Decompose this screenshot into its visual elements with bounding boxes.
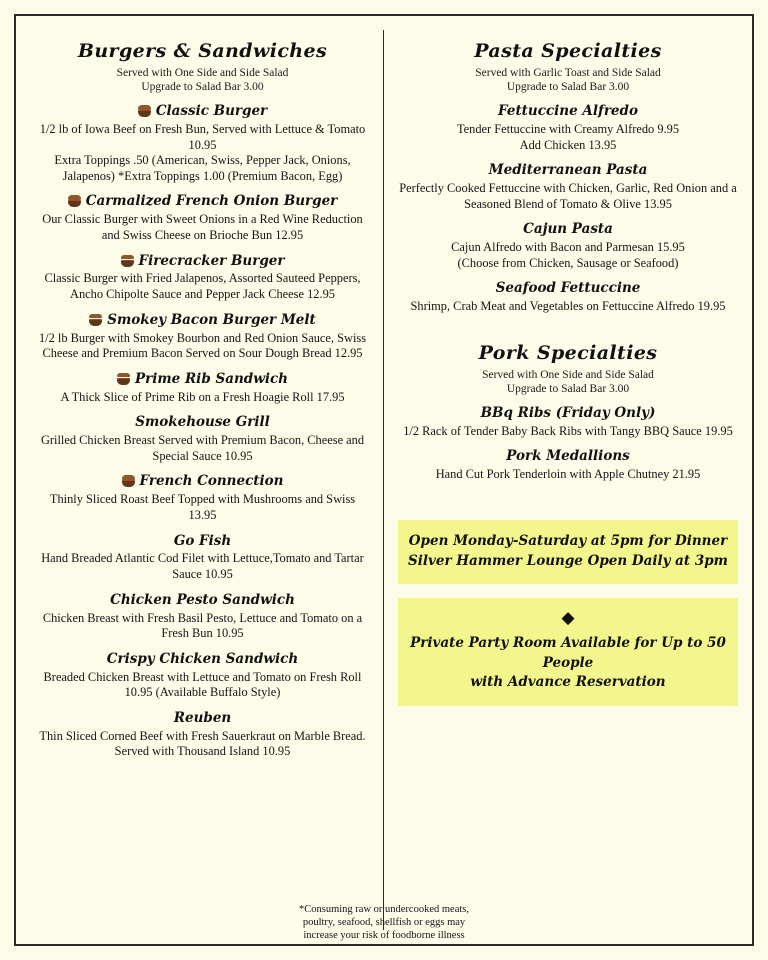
menu-item-description: Perfectly Cooked Fettuccine with Chicken, Garlic, Red Onion and a Seasoned Blend of Tomato & Olive 13.95 <box>399 181 737 211</box>
menu-item-label: Firecracker Burger <box>138 252 285 269</box>
menu-item-description: Classic Burger with Fried Jalapenos, Assorted Sauteed Peppers, Ancho Chipolte Sauce and Pepper Jack Cheese 12.95 <box>44 271 361 302</box>
disclaimer-line-2: poultry, seafood, shellfish or eggs may <box>302 916 466 928</box>
hours-line-2: Silver Hammer Lounge Open Daily at 3pm <box>408 552 728 569</box>
menu-item-description: 1/2 lb of Iowa Beef on Fresh Bun, Served with Lettuce & Tomato 10.95 <box>39 121 366 152</box>
menu-item-name: Pork Medallions <box>506 448 630 465</box>
menu-item-name <box>36 312 369 329</box>
section-subtitle-pasta <box>398 66 738 94</box>
menu-item-label: Crispy Chicken Sandwich <box>106 650 299 667</box>
menu-item-description: Grilled Chicken Breast Served with Premium Bacon, Cheese and Special Sauce 10.95 <box>40 433 365 463</box>
menu-item-name <box>36 651 369 668</box>
menu-item <box>398 221 738 271</box>
menu-item-description: Chicken Breast with Fresh Basil Pesto, Lettuce and Tomato on a Fresh Bun 10.95 <box>42 610 363 641</box>
menu-item <box>36 103 369 184</box>
menu-item-description: 1/2 Rack of Tender Baby Back Ribs with Tangy BBQ Sauce 19.95 <box>403 423 733 438</box>
menu-item <box>398 162 738 212</box>
menu-item <box>36 371 369 406</box>
menu-item-name <box>36 414 369 431</box>
burger-icon <box>117 373 130 384</box>
section-spacer <box>398 510 738 520</box>
menu-item-name <box>36 473 369 490</box>
menu-item <box>398 280 738 315</box>
menu-item <box>36 533 369 583</box>
burger-icon <box>89 314 102 325</box>
menu-item <box>36 193 369 243</box>
burgers-sandwiches-column <box>22 30 384 930</box>
section-spacer <box>398 324 738 342</box>
menu-item-description: Shrimp, Crab Meat and Vegetables on Fettuccine Alfredo 19.95 <box>410 299 726 314</box>
menu-item-label: Classic Burger <box>155 103 268 120</box>
section-title-burgers: Burgers & Sandwiches <box>77 40 328 62</box>
menu-item-description: A Thick Slice of Prime Rib on a Fresh Hoagie Roll 17.95 <box>60 389 345 404</box>
section-subtitle-pork <box>398 368 738 396</box>
menu-item-name: BBq Ribs (Friday Only) <box>480 404 656 421</box>
burger-icon <box>122 475 135 486</box>
menu-item-label: Go Fish <box>173 532 232 549</box>
hours-callout <box>398 520 738 584</box>
menu-item-description: Hand Cut Pork Tenderloin with Apple Chutney 21.95 <box>435 467 701 482</box>
party-line-2: with Advance Reservation <box>470 674 666 691</box>
menu-item-label: Chicken Pesto Sandwich <box>110 591 295 608</box>
menu-item-label: Carmalized French Onion Burger <box>85 193 338 210</box>
menu-item-name: Mediterranean Pasta <box>488 162 648 179</box>
menu-item <box>398 103 738 153</box>
diamond-icon: ◆ <box>561 608 575 629</box>
menu-item-label: Prime Rib Sandwich <box>135 370 288 387</box>
menu-item <box>398 448 738 483</box>
disclaimer-note <box>0 903 768 942</box>
menu-item-name: Cajun Pasta <box>523 221 613 238</box>
hours-line-1: Open Monday-Saturday at 5pm for Dinner <box>408 532 728 549</box>
pasta-pork-column <box>384 30 746 930</box>
menu-item-name <box>36 710 369 727</box>
pasta-sub-line-2: Upgrade to Salad Bar 3.00 <box>506 81 630 94</box>
menu-item-name <box>36 371 369 388</box>
menu-item <box>36 312 369 362</box>
menu-item-description: Breaded Chicken Breast with Lettuce and Tomato on Fresh Roll 10.95 (Available Buffalo Style) <box>43 669 362 700</box>
menu-item-label: Smokehouse Grill <box>135 414 270 431</box>
menu-item-description: Thinly Sliced Roast Beef Topped with Mushrooms and Swiss 13.95 <box>49 492 356 522</box>
menu-item-description: Thin Sliced Corned Beef with Fresh Sauerkraut on Marble Bread. Served with Thousand Island 10.95 <box>39 728 366 759</box>
menu-item-name: Seafood Fettuccine <box>495 280 641 297</box>
menu-item <box>36 253 369 303</box>
menu-item-name <box>36 592 369 609</box>
burgers-sub-line-2: Upgrade to Salad Bar 3.00 <box>141 81 264 94</box>
menu-item-name <box>36 193 369 210</box>
menu-item-label: French Connection <box>139 473 284 490</box>
pork-sub-line-2: Upgrade to Salad Bar 3.00 <box>506 382 630 395</box>
party-room-callout <box>398 598 738 706</box>
menu-item-description: Hand Breaded Atlantic Cod Filet with Lettuce,Tomato and Tartar Sauce 10.95 <box>41 551 364 582</box>
burger-icon <box>138 105 151 116</box>
menu-item-description-extra: (Choose from Chicken, Sausage or Seafood) <box>457 255 679 270</box>
menu-item <box>36 473 369 523</box>
section-title-pork: Pork Specialties <box>478 341 658 364</box>
menu-item-description: Our Classic Burger with Sweet Onions in a Red Wine Reduction and Swiss Cheese on Brioche Bun 12.95 <box>42 212 363 242</box>
menu-columns <box>22 30 746 930</box>
menu-item-name: Fettuccine Alfredo <box>498 103 638 120</box>
pasta-sub-line-1: Served with Garlic Toast and Side Salad <box>475 67 661 79</box>
menu-item <box>398 405 738 440</box>
section-subtitle-burgers <box>36 66 369 94</box>
menu-item-description-extra: Extra Toppings .50 (American, Swiss, Pepper Jack, Onions, Jalapenos) *Extra Toppings 1.00 (Premium Bacon, Egg) <box>54 153 351 183</box>
menu-item-name <box>36 103 369 120</box>
menu-item <box>36 651 369 701</box>
menu-item <box>36 592 369 642</box>
menu-item-description: Cajun Alfredo with Bacon and Parmesan 15.95 <box>451 240 685 255</box>
menu-item-description: Tender Fettuccine with Creamy Alfredo 9.95 <box>456 121 680 136</box>
menu-item <box>36 710 369 760</box>
menu-item-label: Smokey Bacon Burger Melt <box>107 311 316 328</box>
party-line-1: Private Party Room Available for Up to 50 People <box>410 635 726 671</box>
menu-item-description-extra: Add Chicken 13.95 <box>519 137 617 152</box>
section-title-pasta: Pasta Specialties <box>474 40 662 62</box>
burgers-sub-line-1: Served with One Side and Side Salad <box>116 67 289 79</box>
menu-item <box>36 414 369 464</box>
disclaimer-line-1: *Consuming raw or undercooked meats, <box>298 903 469 915</box>
menu-item-name <box>36 253 369 270</box>
menu-item-name <box>36 533 369 550</box>
pork-sub-line-1: Served with One Side and Side Salad <box>482 368 654 381</box>
burger-icon <box>68 195 81 206</box>
disclaimer-line-3: increase your risk of foodborne illness <box>303 929 465 941</box>
burger-icon <box>121 255 134 266</box>
section-spacer <box>398 492 738 510</box>
menu-item-label: Reuben <box>173 709 232 726</box>
menu-item-description: 1/2 lb Burger with Smokey Bourbon and Red Onion Sauce, Swiss Cheese and Premium Bacon Served on Sour Dough Bread 12.95 <box>38 330 367 361</box>
